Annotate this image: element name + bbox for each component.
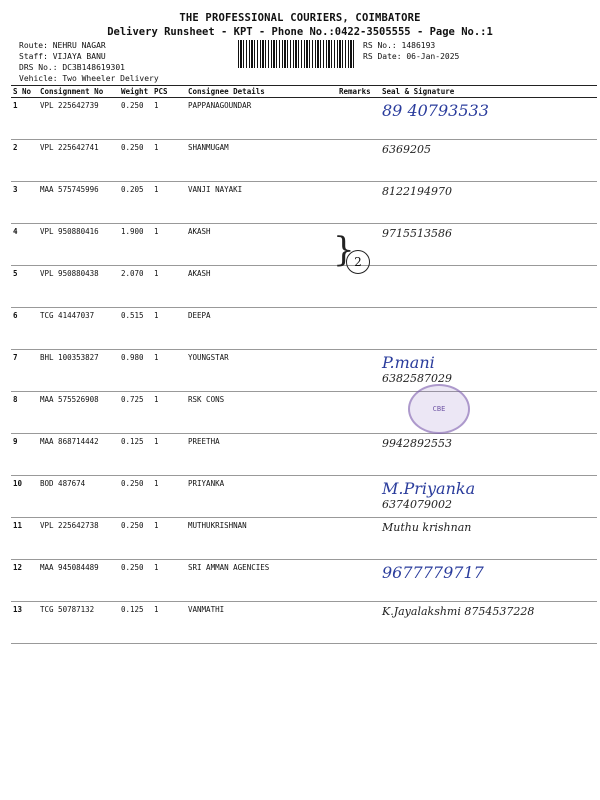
consignment-cell: VPL 225642741: [38, 140, 119, 182]
signature-cell: [380, 560, 597, 602]
signature-cell: [380, 266, 597, 308]
delivery-table: [11, 85, 597, 644]
sno-cell: 3: [11, 182, 38, 224]
weight-cell: 0.125: [119, 602, 152, 644]
signature-cell: [380, 518, 597, 560]
consignment-cell: VPL 225642739: [38, 98, 119, 140]
consignment-cell: MAA 575745996: [38, 182, 119, 224]
rs-date: RS Date: 06-Jan-2025: [363, 52, 460, 61]
pcs-cell: 1: [152, 434, 186, 476]
sno-cell: 1: [11, 98, 38, 140]
consignee-cell: VANMATHI: [186, 602, 337, 644]
table-row: [11, 182, 597, 224]
weight-cell: 0.205: [119, 182, 152, 224]
signature-cell: [380, 350, 597, 392]
sno-cell: 8: [11, 392, 38, 434]
sno-cell: 6: [11, 308, 38, 350]
sno-cell: 2: [11, 140, 38, 182]
handwritten-note: 89 40793533: [382, 101, 489, 120]
route-label: Route: NEHRU NAGAR: [19, 41, 106, 50]
consignee-cell: RSK CONS: [186, 392, 337, 434]
handwritten-phone: 6369205: [382, 143, 431, 156]
remarks-cell: [337, 392, 380, 434]
weight-cell: 0.515: [119, 308, 152, 350]
bracket-mark: }: [333, 230, 355, 270]
pcs-cell: 1: [152, 98, 186, 140]
remarks-cell: [337, 308, 380, 350]
col-weight-header: Weight: [119, 86, 152, 98]
pcs-cell: 1: [152, 518, 186, 560]
table-row: [11, 308, 597, 350]
weight-cell: 0.725: [119, 392, 152, 434]
remarks-cell: [337, 434, 380, 476]
consignee-cell: DEEPA: [186, 308, 337, 350]
remarks-cell: [337, 560, 380, 602]
signature-cell: [380, 140, 597, 182]
remarks-cell: [337, 140, 380, 182]
remarks-cell: [337, 476, 380, 518]
sno-cell: 12: [11, 560, 38, 602]
weight-cell: 0.250: [119, 140, 152, 182]
consignment-cell: MAA 868714442: [38, 434, 119, 476]
drs-label: DRS No.: DC3B148619301: [19, 63, 125, 72]
consignee-cell: AKASH: [186, 224, 337, 266]
sno-cell: 7: [11, 350, 38, 392]
pcs-cell: 1: [152, 266, 186, 308]
remarks-cell: [337, 350, 380, 392]
table-body: [11, 98, 597, 644]
pcs-cell: 1: [152, 560, 186, 602]
table-row: [11, 224, 597, 266]
weight-cell: 0.125: [119, 434, 152, 476]
handwritten-note: M.Priyanka: [382, 479, 476, 498]
col-sno-header: S No: [11, 86, 38, 98]
consignee-cell: PAPPANAGOUNDAR: [186, 98, 337, 140]
seal-stamp: CBE: [408, 384, 470, 434]
handwritten-phone: 6374079002: [382, 498, 452, 511]
signature-cell: [380, 224, 597, 266]
handwritten-phone: 9715513586: [382, 227, 452, 240]
consignee-cell: YOUNGSTAR: [186, 350, 337, 392]
pcs-cell: 1: [152, 140, 186, 182]
pcs-cell: 1: [152, 182, 186, 224]
consignment-cell: MAA 945084489: [38, 560, 119, 602]
consignment-cell: BOD 487674: [38, 476, 119, 518]
handwritten-phone: 6382587029: [382, 372, 452, 385]
staff-label: Staff: VIJAYA BANU: [19, 52, 106, 61]
table-row: [11, 560, 597, 602]
sno-cell: 9: [11, 434, 38, 476]
table-row: [11, 266, 597, 308]
consignment-cell: VPL 950880438: [38, 266, 119, 308]
remarks-cell: [337, 98, 380, 140]
handwritten-phone: 8122194970: [382, 185, 452, 198]
pcs-cell: 1: [152, 602, 186, 644]
rs-number: RS No.: 1486193: [363, 41, 436, 50]
table-row: [11, 392, 597, 434]
weight-cell: 0.250: [119, 476, 152, 518]
consignee-cell: SHANMUGAM: [186, 140, 337, 182]
signature-cell: [380, 308, 597, 350]
consignment-cell: MAA 575526908: [38, 392, 119, 434]
table-row: [11, 140, 597, 182]
handwritten-phone: 9942892553: [382, 437, 452, 450]
handwritten-note: 9677779717: [382, 563, 484, 582]
handwritten-note: P.mani: [382, 353, 435, 372]
sno-cell: 11: [11, 518, 38, 560]
weight-cell: 0.250: [119, 518, 152, 560]
runsheet-info: [363, 40, 459, 62]
vehicle-label: Vehicle: Two Wheeler Delivery: [19, 74, 159, 83]
pcs-cell: 1: [152, 476, 186, 518]
consignee-cell: SRI AMMAN AGENCIES: [186, 560, 337, 602]
barcode-image: [238, 40, 356, 68]
weight-cell: 1.900: [119, 224, 152, 266]
col-consignee-header: Consignee Details: [186, 86, 337, 98]
signature-cell: [380, 98, 597, 140]
col-signature-header: Seal & Signature: [380, 86, 597, 98]
consignment-cell: VPL 950880416: [38, 224, 119, 266]
signature-cell: [380, 434, 597, 476]
table-row: [11, 602, 597, 644]
weight-cell: 0.980: [119, 350, 152, 392]
consignment-cell: VPL 225642738: [38, 518, 119, 560]
pcs-cell: 1: [152, 350, 186, 392]
table-row: [11, 476, 597, 518]
sno-cell: 5: [11, 266, 38, 308]
col-remarks-header: Remarks: [337, 86, 380, 98]
consignee-cell: PREETHA: [186, 434, 337, 476]
pcs-cell: 1: [152, 308, 186, 350]
remarks-cell: [337, 518, 380, 560]
consignee-cell: AKASH: [186, 266, 337, 308]
weight-cell: 0.250: [119, 560, 152, 602]
weight-cell: 0.250: [119, 98, 152, 140]
table-row: [11, 434, 597, 476]
table-header-row: [11, 86, 597, 98]
table-row: [11, 350, 597, 392]
signature-cell: [380, 602, 597, 644]
circled-number: 2: [346, 250, 370, 274]
remarks-cell: [337, 602, 380, 644]
table-row: [11, 98, 597, 140]
runsheet-title: THE PROFESSIONAL COURIERS, COIMBATORE: [179, 12, 421, 24]
consignment-cell: TCG 41447037: [38, 308, 119, 350]
consignee-cell: PRIYANKA: [186, 476, 337, 518]
route-info: [19, 40, 159, 84]
sno-cell: 4: [11, 224, 38, 266]
handwritten-phone: Muthu krishnan: [382, 521, 472, 534]
pcs-cell: 1: [152, 392, 186, 434]
consignee-cell: VANJI NAYAKI: [186, 182, 337, 224]
pcs-cell: 1: [152, 224, 186, 266]
col-consignment-header: Consignment No: [38, 86, 119, 98]
signature-cell: [380, 476, 597, 518]
signature-cell: [380, 182, 597, 224]
sno-cell: 13: [11, 602, 38, 644]
remarks-cell: [337, 182, 380, 224]
consignment-cell: BHL 100353827: [38, 350, 119, 392]
consignment-cell: TCG 50787132: [38, 602, 119, 644]
col-pcs-header: PCS: [152, 86, 186, 98]
weight-cell: 2.070: [119, 266, 152, 308]
sno-cell: 10: [11, 476, 38, 518]
table-row: [11, 518, 597, 560]
runsheet-subtitle: Delivery Runsheet - KPT - Phone No.:0422-3505555 - Page No.:1: [107, 26, 493, 38]
handwritten-phone: K.Jayalakshmi 8754537228: [382, 605, 535, 618]
consignee-cell: MUTHUKRISHNAN: [186, 518, 337, 560]
